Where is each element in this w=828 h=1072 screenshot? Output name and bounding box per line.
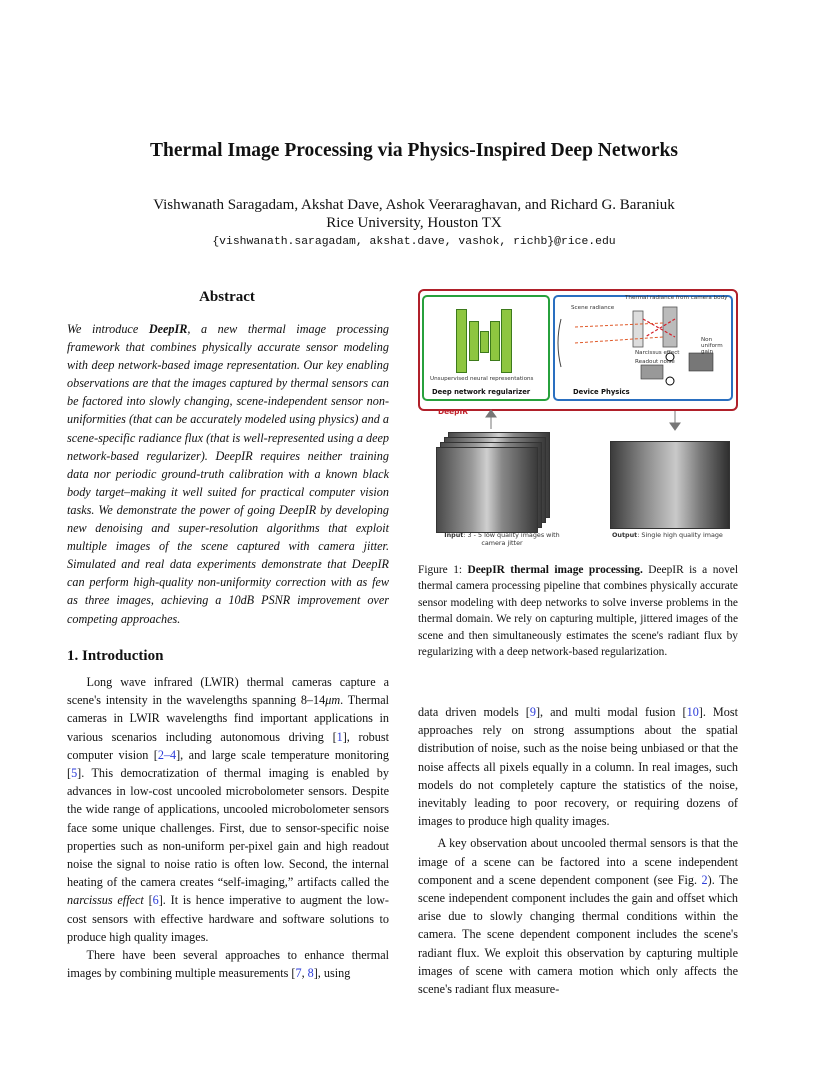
device-physics-label: Device Physics: [573, 388, 630, 396]
figure-1-caption: Figure 1: DeepIR thermal image processing. DeepIR is a novel thermal camera processing pipeline that combines physically accurate sensor modeling with deep networks to solve inverse problems in the thermal domain. We rely on capturing multiple, jittered images of the scene and then simultaneously estimates the scene's radiant flux by regularizing with a deep network-based regularization.: [418, 564, 738, 659]
unet-encoder-block: [469, 321, 479, 361]
narcissus-label: Narcissus effect: [635, 350, 680, 356]
scene-radiance-label: Scene radiance: [571, 305, 615, 311]
citation-link[interactable]: 9: [529, 705, 536, 719]
input-image-stack: [436, 447, 538, 533]
abstract-text: We introduce DeepIR, a new thermal image processing framework that combines physically accurate sensor modeling with deep network-based image representation. Our key enabling observations are that the images captured by thermal sensors can be factored into slowly changing, scene-independent sensor non-uniformities (that can be accurately modeled using physics) and a scene-specific radiance flux (that is well-represented using a deep network-based regularizer). DeepIR requires neither training data nor periodic ground-truth calibration with a known black body target–making it well suited for practical computer vision tasks. We demonstrate the power of going DeepIR by developing new denoising and super-resolution algorithms that exploit multiple images of the scene captured with camera jitter. Simulated and real data experiments demonstrate that DeepIR can perform high-quality non-uniformity correction with as few as three images, achieving a 10dB PSNR improvement over competing approaches.: [67, 322, 390, 626]
deepir-label: DeepIR: [438, 407, 468, 416]
output-caption: Output: Single high quality image: [612, 531, 723, 539]
unet-bottleneck-block: [480, 331, 489, 353]
readout-noise-label: Readout noise: [635, 359, 675, 365]
author-emails: {vishwanath.saragadam, akshat.dave, vashok, richb}@rice.edu: [212, 236, 616, 248]
affiliation: Rice University, Houston TX: [326, 215, 502, 231]
non-uniform-gain-label: Non uniform gain: [701, 337, 723, 355]
section-heading-introduction: 1. Introduction: [67, 648, 164, 664]
figure-link[interactable]: 2: [701, 872, 708, 887]
intro-paragraph-3: data driven models [9], and multi modal fusion [10]. Most approaches rely on strong assumptions about the spatial distribution of noise, such as the noise being unbiased or that the noise affects all pixels equally in a column. In real images, such models do not completely capture the statistics of the noise, inevitably leading to poor recovery, or requiring dozens of images to produce high quality images.: [418, 705, 738, 829]
unet-encoder-block: [456, 309, 467, 373]
citation-link[interactable]: 8: [307, 966, 314, 981]
unet-decoder-block: [501, 309, 512, 373]
citation-link[interactable]: 7: [295, 966, 302, 981]
paper-title: Thermal Image Processing via Physics-Inspired Deep Networks: [150, 140, 678, 161]
citation-link[interactable]: 2–4: [157, 747, 177, 762]
author-list: Vishwanath Saragadam, Akshat Dave, Ashok Veeraraghavan, and Richard G. Baraniuk: [153, 197, 675, 213]
deep-network-regularizer-box: [422, 295, 550, 401]
citation-link[interactable]: 1: [336, 729, 343, 744]
intro-paragraph-1: Long wave infrared (LWIR) thermal cameras capture a scene's intensity in the wavelengths spanning 8–14μm. Thermal cameras in LWIR wavelengths find important applications in various scenarios including autonomous driving [1], robust computer vision [2–4], and large scale temperature monitoring [5]. This democratization of thermal imaging is enabled by advances in low-cost uncooled microbolometer sensors. Despite the wide range of applications, uncooled microbolometer sensors face some unique challenges. First, due to sensor-specific noise properties such as non-uniform per-pixel gain and high readout noise the signal to noise ratio is often low. Second, the internal heating of the camera creates “self-imaging,” artifacts called the narcissus effect [6]. It is hence imperative to augment the low-cost sensors with effective hardware and software solutions to produce high quality images.: [67, 675, 390, 944]
intro-paragraph-2: There have been several approaches to enhance thermal images by combining multiple measurements [7, 8], using: [67, 948, 389, 981]
unsupervised-label: Unsupervised neural representations: [430, 376, 534, 382]
output-image: [610, 441, 730, 529]
input-caption: Input: 3 - 5 low quality images with camera jitter: [444, 531, 560, 547]
citation-link[interactable]: 6: [152, 893, 159, 908]
thermal-radiance-label: Thermal radiance from camera body: [625, 295, 728, 301]
unet-decoder-block: [490, 321, 500, 361]
citation-link[interactable]: 10: [686, 705, 699, 719]
deep-regularizer-label: Deep network regularizer: [432, 388, 531, 396]
device-physics-box: [553, 295, 733, 401]
abstract-heading: Abstract: [199, 289, 255, 305]
citation-link[interactable]: 5: [71, 766, 78, 781]
figure-1-diagram: [418, 289, 740, 551]
introduction-column-left: [67, 673, 389, 982]
intro-paragraph-4: A key observation about uncooled thermal sensors is that the image of a scene can be factored into a scene independent component and a scene dependent component (see Fig. 2). The scene independent component includes the gain and offset which arise due to slowly changing thermal conditions within the camera. The scene dependent component includes the scene's radiant flux. We exploit this observation by capturing multiple images of scene with camera motion which only affects the scene's radiant flux measure-: [418, 836, 738, 997]
introduction-column-right: [418, 703, 738, 998]
